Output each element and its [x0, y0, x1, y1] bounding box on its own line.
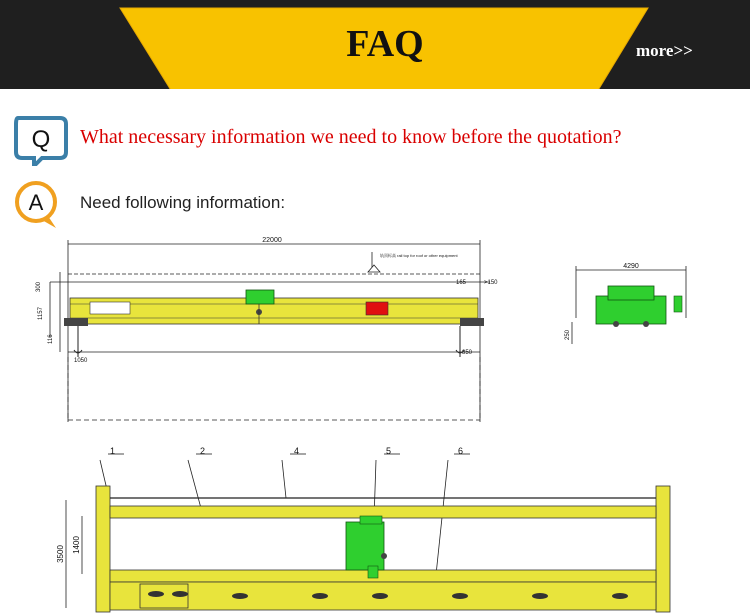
question-text: What necessary information we need to know before the quotation?	[80, 126, 622, 148]
right-approach-dimension: 850	[462, 350, 473, 356]
callout-6: 6	[458, 446, 464, 456]
left-approach-dimension: 1050	[74, 358, 88, 364]
gap-dimension: >150	[484, 280, 498, 286]
span-dimension: 22000	[262, 237, 282, 244]
plan-outer-dimension: 3500	[56, 545, 65, 563]
plan-inner-dimension: 1400	[72, 536, 81, 554]
side-width-dimension: 4290	[623, 263, 639, 270]
answer-icon-letter: A	[28, 190, 44, 215]
callout-5: 5	[386, 446, 392, 456]
page-title: FAQ	[346, 23, 424, 65]
faq-header	[0, 0, 750, 89]
crane-side-drawing	[560, 258, 700, 348]
question-icon-letter: Q	[31, 126, 51, 153]
callout-4: 4	[294, 446, 300, 456]
answer-bubble-icon	[12, 180, 64, 232]
height-dimension-300: 300	[36, 281, 42, 292]
crane-elevation-drawing	[30, 232, 530, 427]
question-bubble-icon	[12, 114, 68, 166]
callout-1: 1	[110, 446, 116, 456]
rail-note: 轨顶标高 rail top for roof or other equipment	[380, 253, 458, 258]
crane-plan-drawing	[50, 446, 690, 616]
callout-2: 2	[200, 446, 206, 456]
clearance-dimension: 165	[456, 280, 467, 286]
more-link[interactable]: more>>	[636, 41, 693, 60]
height-dimension-1157: 1157	[38, 307, 44, 320]
height-dimension-116: 116	[48, 334, 54, 344]
answer-text: Need following information:	[80, 193, 286, 212]
side-height-dimension: 250	[565, 329, 571, 340]
